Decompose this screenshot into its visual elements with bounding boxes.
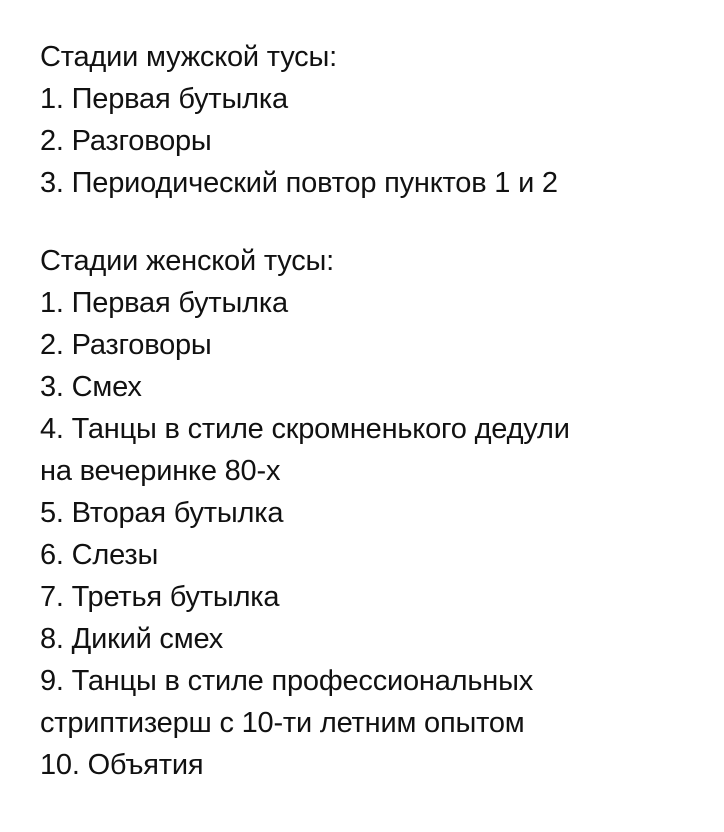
list-item: 1. Первая бутылка: [40, 287, 288, 319]
list-item: 5. Вторая бутылка: [40, 497, 284, 529]
section-title: Стадии мужской тусы:: [40, 41, 337, 73]
list-item: 2. Разговоры: [40, 125, 212, 157]
list-item: 10. Объятия: [40, 749, 204, 781]
list-item: 3. Смех: [40, 371, 142, 403]
list-item: 1. Первая бутылка: [40, 83, 288, 115]
womens-party-section: [40, 240, 704, 786]
list-item: 9. Танцы в стиле профессиональных: [40, 665, 534, 697]
list-item-continuation: стриптизерш с 10-ти летним опытом: [40, 707, 525, 739]
list-item: 4. Танцы в стиле скромненького дедули: [40, 413, 570, 445]
mens-party-section: [40, 36, 704, 204]
section-divider: [40, 204, 704, 240]
text-card: [40, 36, 704, 786]
list-item-continuation: на вечеринке 80-х: [40, 455, 281, 487]
list-item: 3. Периодический повтор пунктов 1 и 2: [40, 167, 558, 199]
list-item: 2. Разговоры: [40, 329, 212, 361]
list-item: 8. Дикий смех: [40, 623, 224, 655]
list-item: 6. Слезы: [40, 539, 159, 571]
list-item: 7. Третья бутылка: [40, 581, 280, 613]
section-title: Стадии женской тусы:: [40, 245, 335, 277]
